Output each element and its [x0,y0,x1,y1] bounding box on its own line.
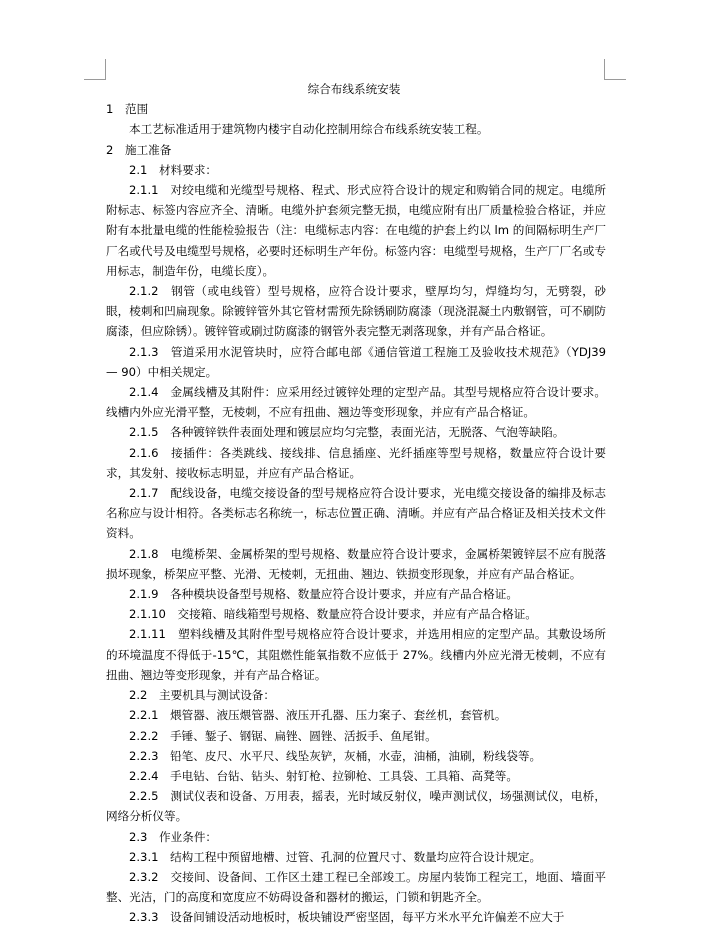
document-body [106,79,606,928]
paragraph: 2.1.8 电缆桥架、金属桥架的型号规格、数量应符合设计要求，金属桥架镀锌层不应有脱落损坏现象，桥架应平整、光滑、无棱刺，无扭曲、翘边、铁损变形现象，并应有产品合格证。 [106,546,606,581]
paragraph: 2.1.3 管道采用水泥管块时，应符合邮电部《通信管道工程施工及验收技术规范》（YDJ39 — 90）中相关规定。 [106,344,606,379]
paragraph: 2.1.7 配线设备，电缆交接设备的型号规格应符合设计要求，光电缆交接设备的编排及标志名称应与设计相符。各类标志名称统一，标志位置正确、清晰。并应有产品合格证及相关技术文件资料。 [106,486,606,541]
paragraph: 2.3.3 设备间铺设活动地板时，板块铺设严密坚固，每平方米水平允许偏差不应大于 [129,910,565,925]
paragraph: 2.3 作业条件： [129,829,218,844]
paragraph: 2.1.11 塑料线槽及其附件型号规格应符合设计要求，并选用相应的定型产品。其敷设场所的环境温度不得低于-15℃，其阻燃性能氧指数不应低于 27%。线槽内外应光滑无棱刺，不应有扭曲、翘边等变形现象，并有产品合格证。 [106,627,606,682]
paragraph: 2.2.4 手电钻、台钻、钻头、射钉枪、拉铆枪、工具袋、工具箱、高凳等。 [129,768,518,783]
paragraph: 2.3.1 结构工程中预留地槽、过管、孔洞的位置尺寸、数量均应符合设计规定。 [129,849,542,864]
paragraph: 2.1.10 交接箱、暗线箱型号规格、数量应符合设计要求，并应有产品合格证。 [129,607,537,622]
paragraph: 2.3.2 交接间、设备间、工作区土建工程已全部竣工。房屋内装饰工程完工，地面、墙面平整、光洁，门的高度和宽度应不妨碍设备和器材的搬运，门锁和钥匙齐全。 [106,869,606,905]
paragraph: 2.1.6 接插件：各类跳线、接线排、信息插座、光纤插座等型号规格，数量应符合设计要求，其发射、接收标志明显，并应有产品合格证。 [106,445,606,480]
paragraph: 1 范围 [106,102,149,117]
paragraph: 2.1.1 对绞电缆和光缆型号规格、程式、形式应符合设计的规定和购销合同的规定。电缆所附标志、标签内容应齐全、清晰。电缆外护套须完整无损，电缆应附有出厂质量检验合格证，并应附有本批量电缆的性能检验报告（注：电缆标志内容：在电缆的护套上约以 lm 的间隔标明生产厂厂名或代号及电缆型号规格，必要时还标明生产年份。标签内容：电缆型号规格，生产厂厂名或专用标志，制造年份，电缆长度）。 [106,183,606,278]
paragraph: 2.2.2 手锤、錾子、钢锯、扁锉、圆锉、活扳手、鱼尾钳。 [129,728,437,743]
paragraph: 2.2.5 测试仪表和设备、万用表，摇表，光时域反射仪，噪声测试仪，场强测试仪，电桥，网络分析仪等。 [106,789,606,824]
paragraph: 2.1.4 金属线槽及其附件：应采用经过镀锌处理的定型产品。其型号规格应符合设计要求。线槽内外应光滑平整，无棱刺，不应有扭曲、翘边等变形现象，并应有产品合格证。 [106,385,606,420]
crop-mark-top-right-h [605,79,626,80]
paragraph: 2.2 主要机具与测试设备： [129,688,275,703]
crop-mark-top-left-v [105,59,106,80]
crop-mark-top-right-v [604,59,605,80]
paragraph: 2.2.3 铅笔、皮尺、水平尺、线坠灰铲，灰桶，水壶，油桶，油刷，粉线袋等。 [129,748,542,763]
paragraph-list [106,99,606,927]
paragraph: 2.2.1 煨管器、液压煨管器、液压开孔器、压力案子、套丝机，套管机。 [129,708,507,723]
paragraph: 2.1.5 各种镀锌铁件表面处理和镀层应均匀完整，表面光洁，无脱落、气泡等缺陷。 [129,425,565,440]
paragraph: 2.1.9 各种模块设备型号规格、数量应符合设计要求，并应有产品合格证。 [129,587,518,602]
paragraph: 2 施工准备 [106,142,172,157]
paragraph: 2.1.2 钢管（或电线管）型号规格，应符合设计要求，壁厚均匀，焊缝均匀，无劈裂，砂眼，棱刺和凹扁现象。除镀锌管外其它管材需预先除锈刷防腐漆（现浇混凝土内敷钢管，可不刷防腐漆，但应除锈）。镀锌管或刷过防腐漆的钢管外表完整无剥落现象，并有产品合格证。 [106,284,606,339]
paragraph: 2.1 材料要求： [129,162,218,177]
paragraph: 本工艺标准适用于建筑物内楼宇自动化控制用综合布线系统安装工程。 [129,122,489,137]
document-title: 综合布线系统安装 [307,82,401,96]
